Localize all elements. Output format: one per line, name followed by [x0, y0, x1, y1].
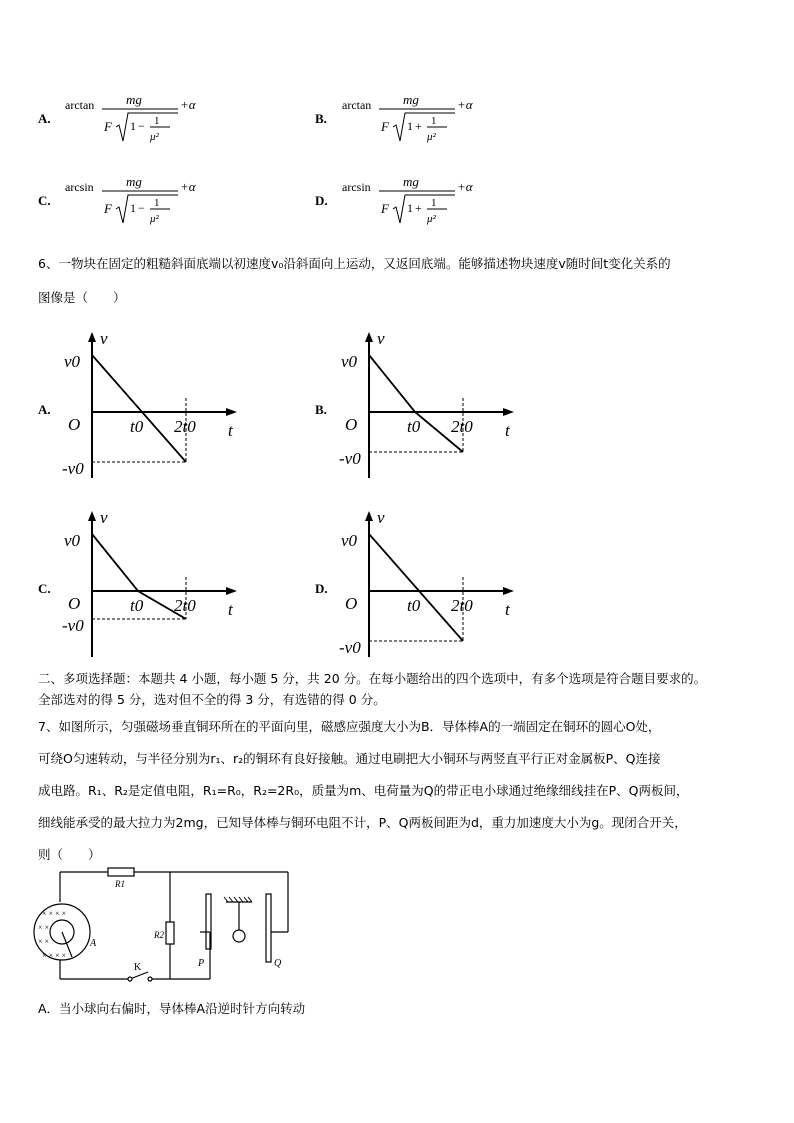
q7-line2: 可绕O匀速转动，与半径分别为r₁、r₂的铜环有良好接触。通过电刷把大小铜环与两竖直平行正对金属板P、Q连接	[38, 751, 661, 766]
option-letter: B.	[315, 111, 327, 126]
label-k: K	[134, 962, 142, 973]
frac-num: 1	[431, 197, 437, 209]
frac-num: 1	[431, 115, 437, 127]
svg-text:A.: A.	[38, 402, 51, 417]
fn-name: arcsin	[342, 180, 371, 194]
svg-text:× × × ×: × × × ×	[42, 951, 67, 960]
den-pre: F	[381, 119, 389, 134]
q7-option-a: A．当小球向右偏时，导体棒A沿逆时针方向转动	[38, 1001, 306, 1016]
q7-circuit-diagram	[30, 862, 310, 992]
q6-graph-b	[315, 328, 535, 492]
svg-text:O: O	[68, 415, 81, 434]
option-letter: D.	[315, 193, 328, 208]
svg-text:v0: v0	[341, 531, 358, 550]
q5-option-b	[315, 95, 535, 159]
one: 1	[130, 201, 136, 215]
label-q: Q	[274, 958, 282, 969]
label-p: P	[198, 958, 205, 969]
svg-text:v: v	[100, 508, 108, 527]
svg-text:v0: v0	[64, 531, 81, 550]
svg-text:-v0: -v0	[339, 638, 361, 657]
one: 1	[407, 201, 413, 215]
numerator: mg	[403, 95, 419, 107]
q5-option-a	[38, 95, 258, 159]
plate-q	[266, 894, 271, 962]
q7-line1: 7、如图所示，匀强磁场垂直铜环所在的平面向里，磁感应强度大小为B．导体棒A的一端固定在铜环的圆心O处，	[38, 719, 661, 734]
q7-line5: 则（ ）	[38, 847, 101, 862]
resistor-r2	[166, 922, 174, 944]
svg-text:t0: t0	[130, 417, 144, 436]
q5-option-d	[315, 177, 535, 241]
q6-graph-a	[38, 328, 258, 492]
label-a: A	[90, 938, 97, 949]
frac-num: 1	[154, 197, 160, 209]
svg-text:v0: v0	[341, 352, 358, 371]
svg-text:× ×: × ×	[38, 937, 50, 946]
svg-text:t: t	[228, 421, 233, 440]
svg-text:v: v	[100, 329, 108, 348]
tail: +α	[180, 179, 196, 194]
den-pre: F	[104, 119, 112, 134]
svg-text:t: t	[505, 600, 510, 619]
tail: +α	[457, 179, 473, 194]
fn-name: arcsin	[65, 180, 94, 194]
one: 1	[407, 119, 413, 133]
label-r1: R1	[115, 879, 125, 889]
svg-text:v0: v0	[64, 352, 81, 371]
section2-line2: 全部选对的得 5 分，选对但不全的得 3 分，有选错的得 0 分。	[38, 692, 386, 707]
fn-name: arctan	[342, 98, 372, 112]
svg-text:t0: t0	[407, 417, 421, 436]
q6-stem-line2: 图像是（ ）	[38, 290, 126, 305]
svg-text:-v0: -v0	[339, 449, 361, 468]
tail: +α	[180, 97, 196, 112]
section2-line1: 二、多项选择题：本题共 4 小题，每小题 5 分，共 20 分。在每小题给出的四个选项中，有多个选项是符合题目要求的。	[38, 671, 707, 686]
svg-text:2t0: 2t0	[174, 417, 196, 436]
svg-text:t0: t0	[407, 596, 421, 615]
q7-line3: 成电路。R₁、R₂是定值电阻，R₁=R₀，R₂=2R₀，质量为m、电荷量为Q的带正电小球通过绝缘细线挂在P、Q两板间，	[38, 783, 689, 798]
sign: +	[415, 201, 422, 215]
frac-num: 1	[154, 115, 160, 127]
q6-stem-line1: 6、一物块在固定的粗糙斜面底端以初速度v₀沿斜面向上运动，又返回底端。能够描述物块速度v随时间t变化关系的	[38, 256, 671, 271]
tail: +α	[457, 97, 473, 112]
numerator: mg	[403, 177, 419, 189]
magnetic-field-crosses	[38, 909, 66, 960]
numerator: mg	[126, 95, 142, 107]
svg-text:t: t	[505, 421, 510, 440]
svg-text:× × × ×: × × × ×	[42, 909, 67, 918]
q6-graph-d	[315, 507, 535, 671]
svg-text:O: O	[345, 415, 358, 434]
svg-text:t0: t0	[130, 596, 144, 615]
svg-text:-v0: -v0	[62, 459, 84, 478]
numerator: mg	[126, 177, 142, 189]
svg-text:× ×: × ×	[38, 923, 50, 932]
option-letter: A.	[38, 111, 51, 126]
svg-text:D.: D.	[315, 581, 328, 596]
frac-den: μ²	[427, 213, 436, 225]
resistor-r1	[108, 868, 134, 876]
svg-text:t: t	[228, 600, 233, 619]
svg-text:C.: C.	[38, 581, 51, 596]
svg-text:2t0: 2t0	[174, 596, 196, 615]
charged-ball	[233, 930, 245, 942]
sign: −	[138, 201, 145, 215]
den-pre: F	[104, 201, 112, 216]
fn-name: arctan	[65, 98, 95, 112]
sign: −	[138, 119, 145, 133]
q7-line4: 细线能承受的最大拉力为2mg，已知导体棒与铜环电阻不计，P、Q两板间距为d，重力加速度大小为g。现闭合开关，	[38, 815, 687, 830]
frac-den: μ²	[427, 131, 436, 143]
svg-text:-v0: -v0	[62, 616, 84, 635]
frac-den: μ²	[150, 213, 159, 225]
svg-text:O: O	[68, 594, 81, 613]
q5-option-c	[38, 177, 258, 241]
den-pre: F	[381, 201, 389, 216]
svg-text:2t0: 2t0	[451, 596, 473, 615]
sign: +	[415, 119, 422, 133]
svg-text:B.: B.	[315, 402, 327, 417]
q6-graph-c	[38, 507, 258, 671]
option-letter: C.	[38, 193, 51, 208]
label-r2: R2	[154, 930, 164, 940]
one: 1	[130, 119, 136, 133]
svg-text:v: v	[377, 329, 385, 348]
svg-text:O: O	[345, 594, 358, 613]
svg-text:v: v	[377, 508, 385, 527]
frac-den: μ²	[150, 131, 159, 143]
svg-text:2t0: 2t0	[451, 417, 473, 436]
